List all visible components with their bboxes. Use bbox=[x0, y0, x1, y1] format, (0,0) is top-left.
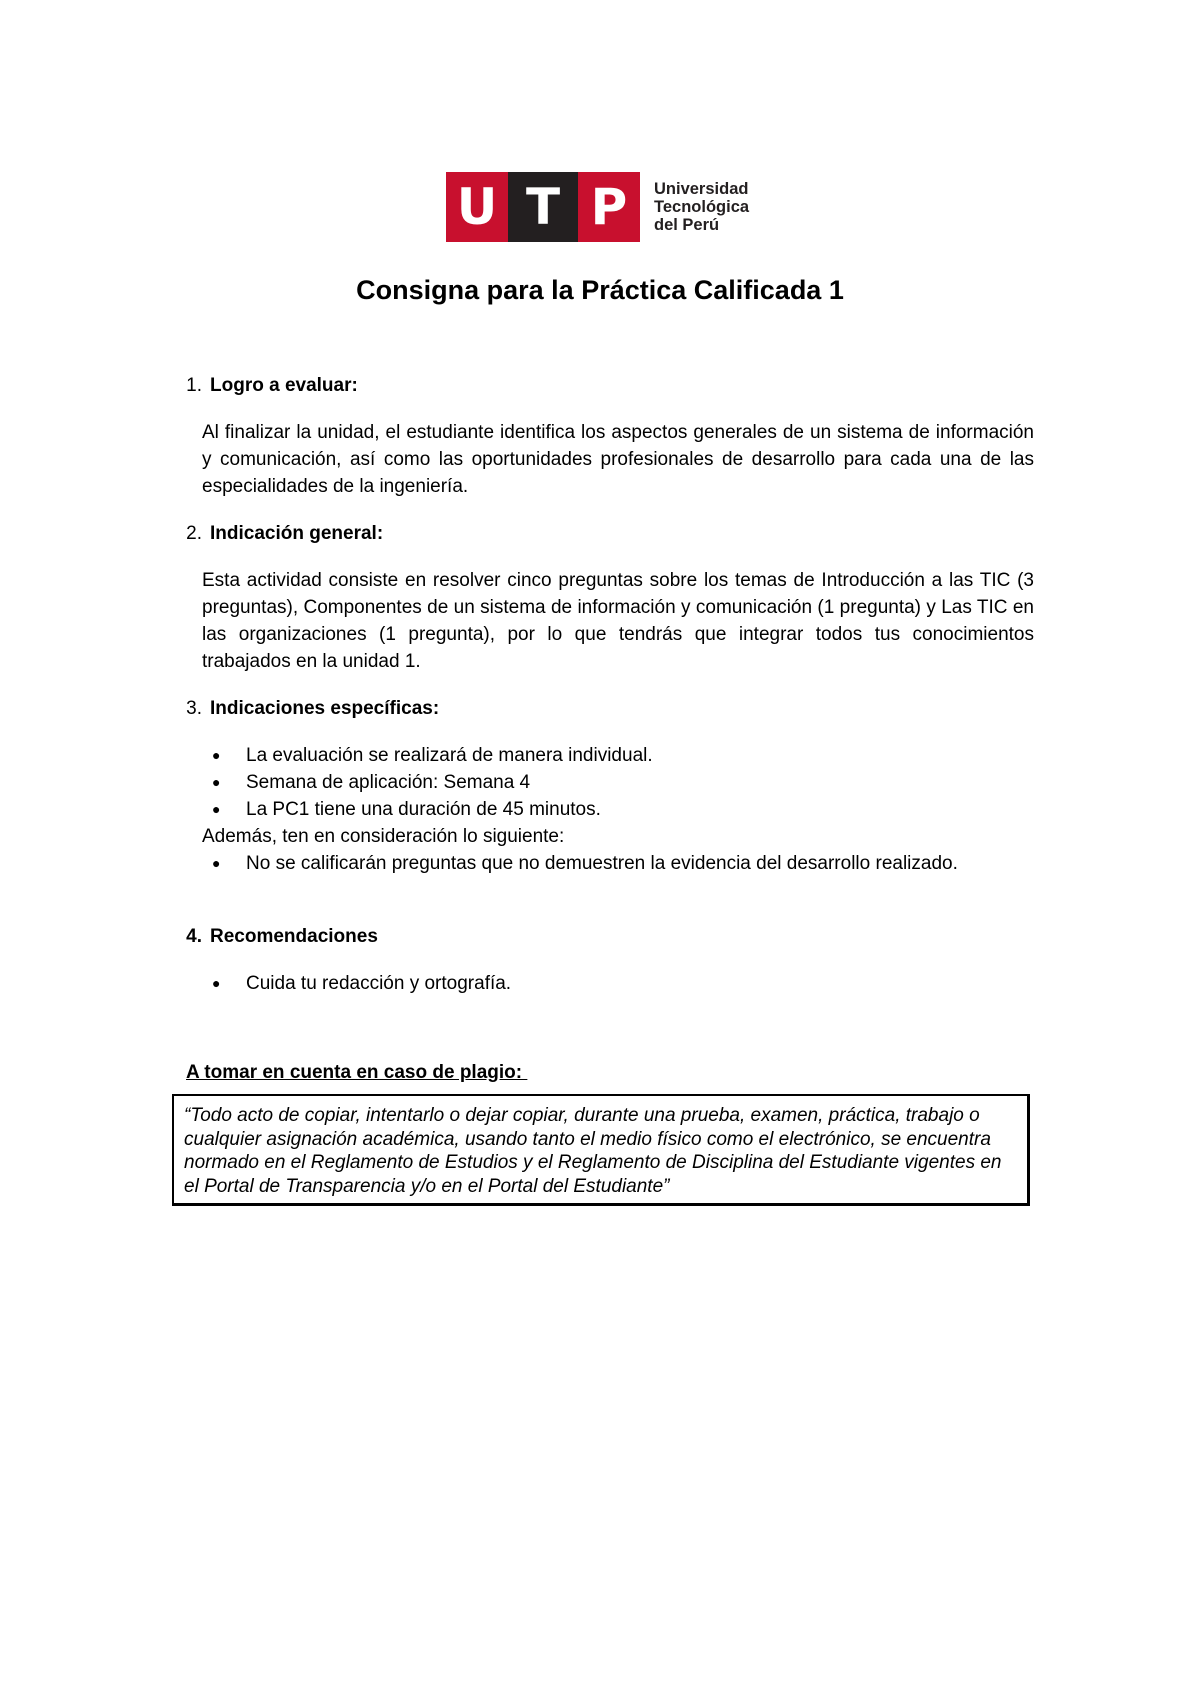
list-item: ● Cuida tu redacción y ortografía. bbox=[202, 970, 1034, 997]
logo-name-line: Universidad bbox=[654, 180, 749, 198]
section-3-bullet-list bbox=[202, 742, 1034, 823]
plagiarism-quote: “Todo acto de copiar, intentarlo o dejar copiar, durante una prueba, examen, práctica, trabajo o cualquier asignación académica, usando tanto el medio físico como el electrónico, se encuentra normado en el Reglamento de Estudios y el Reglamento de Disciplina del Estudiante vigentes en el Portal de Transparencia y/o en el Portal del Estudiante” bbox=[184, 1105, 1002, 1197]
document-title: Consigna para la Práctica Calificada 1 bbox=[356, 275, 844, 305]
list-item: ● Semana de aplicación: Semana 4 bbox=[202, 769, 1034, 796]
section-2-heading bbox=[172, 520, 1034, 547]
section-number: 1. bbox=[186, 375, 202, 396]
section-4-heading bbox=[172, 923, 1034, 950]
section-1-heading bbox=[172, 372, 1034, 399]
section-1-text: Al finalizar la unidad, el estudiante identifica los aspectos generales de un sistema de información y comunicación, así como las oportunidades profesionales de desarrollo para cada una de las especialidades de la ingeniería. bbox=[202, 422, 1034, 497]
list-item: ● La evaluación se realizará de manera individual. bbox=[202, 742, 1034, 769]
section-3-extra-bullet-list bbox=[202, 850, 1034, 877]
section-3-note: Además, ten en consideración lo siguiente: bbox=[202, 826, 565, 847]
logo-letter-t: T bbox=[508, 172, 578, 242]
utp-logo bbox=[446, 172, 749, 242]
document-body bbox=[172, 372, 1034, 997]
section-title: Indicación general: bbox=[210, 523, 384, 544]
plagiarism-heading: A tomar en cuenta en caso de plagio: bbox=[186, 1062, 528, 1083]
plagiarism-quote-box bbox=[172, 1094, 1030, 1206]
section-number: 2. bbox=[186, 523, 202, 544]
logo-name-line: Tecnológica bbox=[654, 198, 750, 216]
section-number: 3. bbox=[186, 698, 202, 719]
list-item: ● No se calificarán preguntas que no demuestren la evidencia del desarrollo realizado. bbox=[202, 850, 1034, 877]
section-title: Recomendaciones bbox=[210, 926, 378, 947]
section-2-text: Esta actividad consiste en resolver cinco preguntas sobre los temas de Introducción a las TIC (3 preguntas), Componentes de un sistema de información y comunicación (1 pregunta) y Las TIC en las organizaciones (1 pregunta), por lo que tendrás que integrar todos tus conocimientos trabajados en la unidad 1. bbox=[202, 570, 1034, 672]
section-number: 4. bbox=[186, 926, 202, 947]
section-3-heading bbox=[172, 695, 1034, 722]
section-title: Logro a evaluar: bbox=[210, 375, 358, 396]
logo-letter-u: U bbox=[446, 172, 508, 242]
section-title: Indicaciones específicas: bbox=[210, 698, 440, 719]
list-item: ● La PC1 tiene una duración de 45 minutos. bbox=[202, 796, 1034, 823]
logo-letter-p: P bbox=[578, 172, 640, 242]
logo-name-line: del Perú bbox=[654, 216, 720, 234]
logo-university-name bbox=[654, 180, 749, 234]
section-4-bullet-list bbox=[202, 970, 1034, 997]
